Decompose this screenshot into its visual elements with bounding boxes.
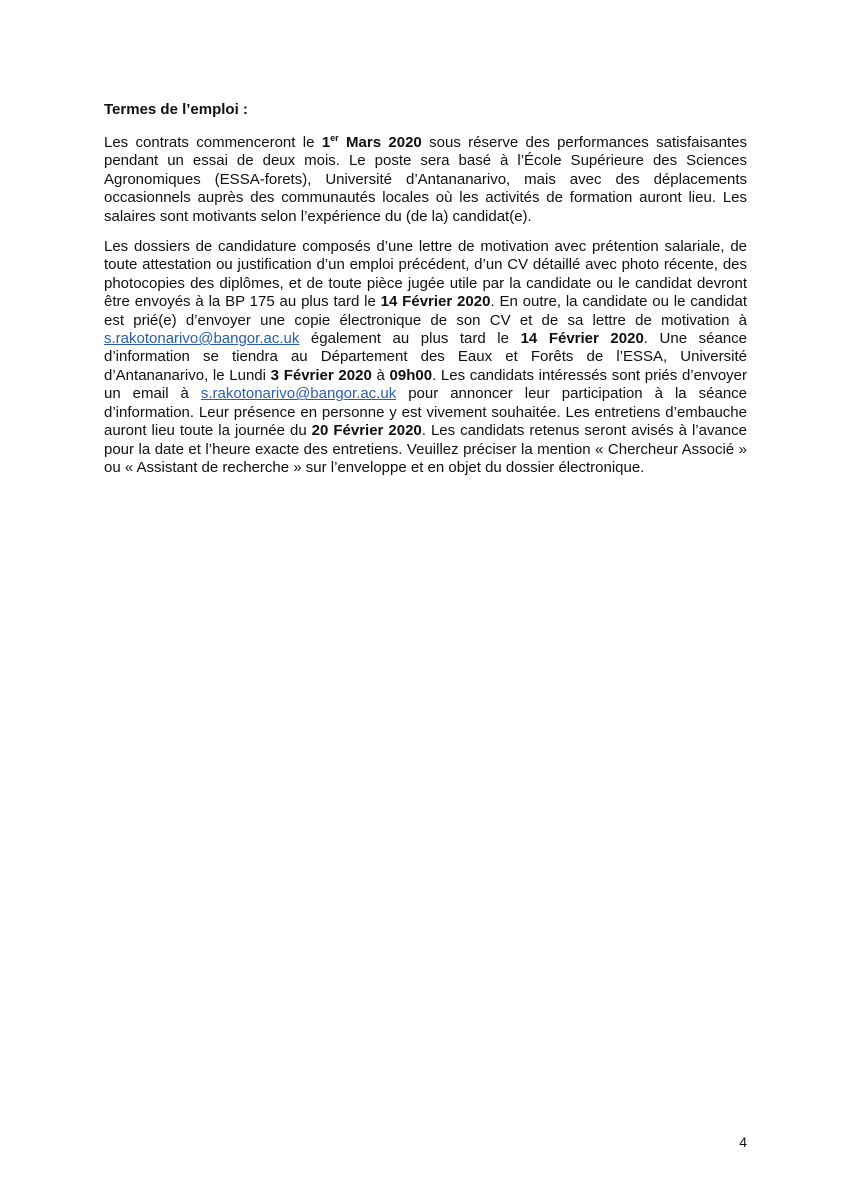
text-run: . Les candidats retenus seront avisés à l’avance pour la date et l’heure exacte des entretiens. Veuillez préciser la mention « Chercheur Associé » ou « Assistant de recherche » sur l’enveloppe et en objet du dossier électronique. bbox=[104, 422, 747, 476]
text-run: sous réserve des performances satisfaisantes pendant un essai de deux mois. Le poste sera basé à l’École Supérieure des Sciences Agronomiques (ESSA-forets), Université d’Antananarivo, mais avec des déplacements occasionnels auprès des communautés locales où les activités de formation auront lieu. Les salaires sont motivants selon l’expérience du (de la) candidat(e). bbox=[104, 134, 747, 225]
deadline-date: 14 Février 2020 bbox=[380, 293, 491, 311]
page-number: 4 bbox=[739, 1134, 747, 1150]
start-day-superscript: er bbox=[330, 133, 339, 143]
info-session-time: 09h00 bbox=[389, 366, 433, 384]
start-month-year: Mars 2020 bbox=[338, 134, 422, 151]
text-run: Les dossiers de candidature composés d’une lettre de motivation avec prétention salariale, de toute attestation ou justification d’un emploi précédent, d’un CV détaillé avec photo récente, des photocopies des diplômes, et de toute pièce jugée utile par la candidate ou le candidat devront être envoyés à la BP 175 au plus tard le bbox=[104, 238, 747, 311]
paragraph-application bbox=[104, 238, 747, 477]
text-run: . En outre, la candidate ou le candidat est prié(e) d’envoyer une copie électronique de son CV et de sa lettre de motivation à bbox=[104, 293, 748, 329]
text-run: à bbox=[371, 366, 390, 384]
text-run: pour annoncer leur participation à la séance d’information. Leur présence en personne y est vivement souhaitée. Les entretiens d’embauche auront lieu toute la journée du bbox=[104, 385, 748, 440]
start-day: 1 bbox=[321, 134, 331, 151]
text-run: également au plus tard le bbox=[299, 330, 521, 348]
email-link[interactable]: s.rakotonarivo@bangor.ac.uk bbox=[200, 385, 397, 403]
info-session-date: 3 Février 2020 bbox=[270, 366, 372, 384]
paragraph-terms bbox=[104, 134, 747, 226]
text-run: . Les candidats intéressés sont priés d’envoyer un email à bbox=[104, 366, 747, 403]
start-date bbox=[322, 134, 422, 151]
interview-date: 20 Février 2020 bbox=[311, 422, 422, 440]
document-page bbox=[104, 100, 747, 489]
text-run: . Une séance d’information se tiendra au Département des Eaux et Forêts de l’ESSA, Université d’Antananarivo, le Lundi bbox=[104, 330, 747, 384]
deadline-date: 14 Février 2020 bbox=[520, 330, 644, 348]
email-link[interactable]: s.rakotonarivo@bangor.ac.uk bbox=[104, 330, 300, 348]
text-run: Les contrats commenceront le bbox=[104, 134, 322, 151]
section-heading: Termes de l’emploi : bbox=[104, 101, 248, 118]
